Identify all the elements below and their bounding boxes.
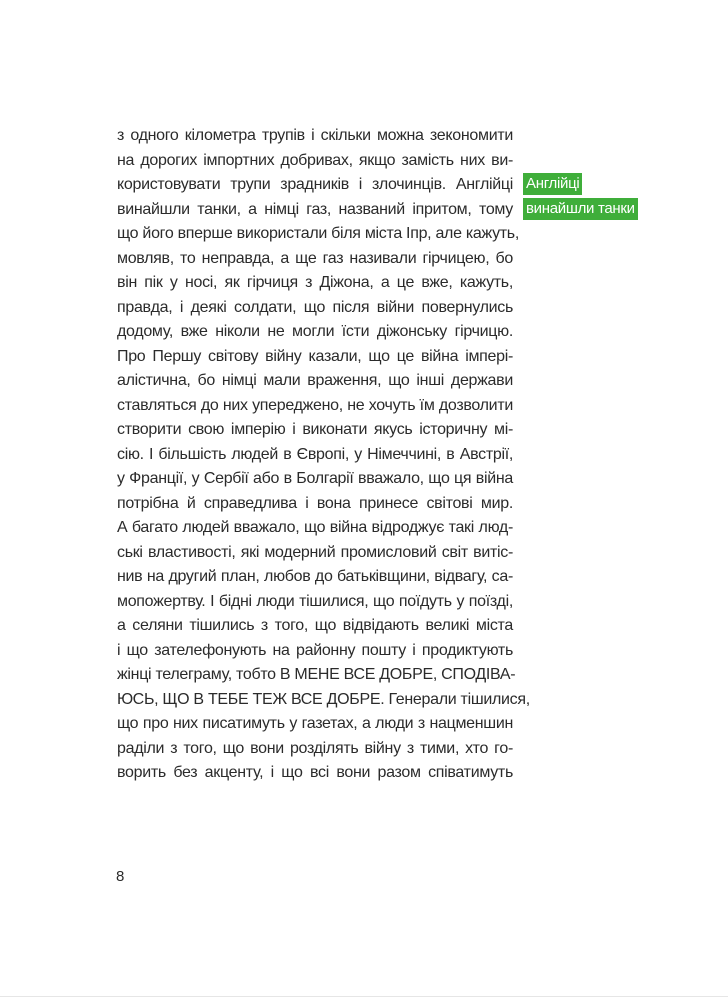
text-line: правда, і деякі солдати, що після війни повернулись [117, 298, 513, 316]
body-paragraph [117, 124, 530, 786]
text-line: Про Першу світову війну казали, що це війна імпері- [117, 347, 513, 365]
text-line: винайшли танки, а німці газ, названий іпритом, тому [117, 200, 513, 218]
margin-note-line-2: винайшли танки [523, 198, 638, 220]
text-line: А багато людей вважало, що війна відроджує такі люд- [117, 519, 513, 536]
text-line: користовувати трупи зрадників і злочинців. Англійці [117, 176, 513, 193]
text-line: ставляться до них упереджено, не хочуть їм дозволити [117, 396, 513, 414]
text-line: і що зателефонують на районну пошту і продиктують [117, 641, 513, 659]
text-line: сію. І більшість людей в Європі, у Німеччині, в Австрії, [117, 445, 513, 463]
margin-note-line-1: Англійці [523, 173, 582, 195]
text-line: нив на другий план, любов до батьківщини, відвагу, са- [117, 568, 513, 585]
text-line: раділи з того, що вони розділять війну з тими, хто го- [117, 739, 513, 757]
text-line: ські властивості, які модерний промисловий світ витіс- [117, 543, 513, 561]
page-bottom-divider [0, 996, 728, 997]
text-line: жінці телеграму, тобто В МЕНЕ ВСЕ ДОБРЕ, СПОДІВА- [117, 666, 516, 683]
text-line: що його вперше використали біля міста Іпр, але кажуть, [117, 225, 519, 242]
text-line: ЮСЬ, ЩО В ТЕБЕ ТЕЖ ВСЕ ДОБРЕ. Генерали тішилися, [117, 690, 530, 708]
page-number: 8 [116, 868, 125, 885]
text-line: що про них писатимуть у газетах, а люди з нацменшин [117, 715, 513, 732]
text-line: він пік у носі, як гірчиця з Діжона, а це вже, кажуть, [117, 274, 513, 291]
text-line: мовляв, то неправда, а ще газ називали гірчицею, бо [117, 249, 513, 267]
text-line: а селяни тішились з того, що відвідають великі міста [117, 617, 513, 634]
text-line: створити свою імперію і виконати якусь історичну мі- [117, 421, 513, 438]
text-line: ворить без акценту, і що всі вони разом співатимуть [117, 764, 513, 781]
text-line: з одного кілометра трупів і скільки можна зекономити [117, 127, 513, 144]
text-line: мопожертву. І бідні люди тішилися, що поїдуть у поїзді, [117, 592, 513, 610]
text-line: потрібна й справедлива і вона принесе світові мир. [117, 494, 513, 512]
text-line: додому, вже ніколи не могли їсти діжонську гірчицю. [117, 323, 513, 340]
text-line: алістична, бо німці мали враження, що інші держави [117, 372, 513, 389]
text-line: у Франції, у Сербії або в Болгарії вважало, що ця війна [117, 470, 513, 487]
text-line: на дорогих імпортних добривах, якщо замість них ви- [117, 151, 513, 169]
margin-note [523, 173, 653, 223]
